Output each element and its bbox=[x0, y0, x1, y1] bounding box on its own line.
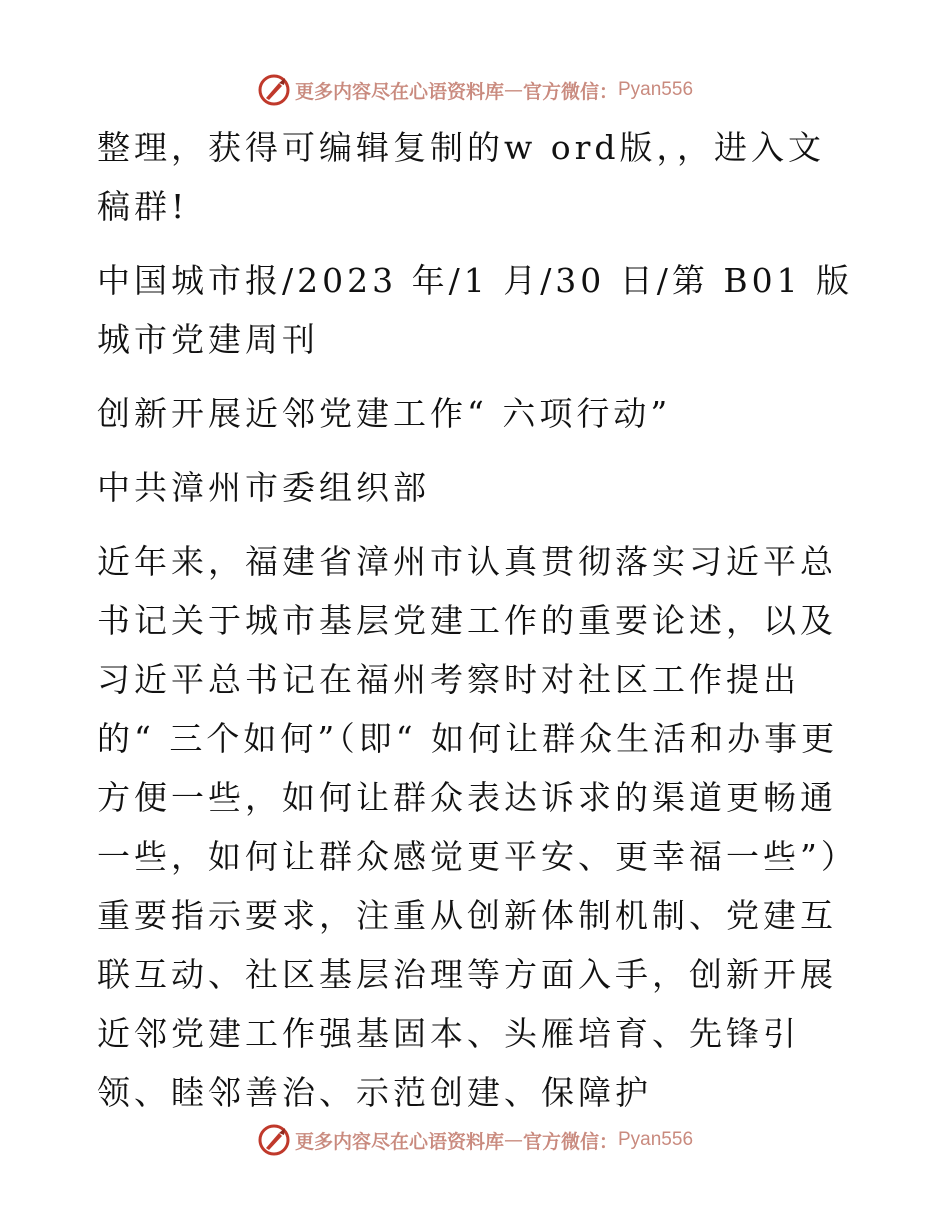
article-title: 创新开展近邻党建工作“ 六项行动” bbox=[97, 394, 672, 433]
watermark-contact-id: Pyan556 bbox=[618, 1129, 694, 1150]
quill-logo-icon bbox=[257, 73, 291, 107]
watermark-contact-label: 官方微信： bbox=[522, 80, 618, 103]
document-body bbox=[97, 118, 857, 1122]
header-watermark bbox=[0, 70, 950, 110]
body-paragraph: 近年来，福建省漳州市认真贯彻落实习近平总书记关于城市基层党建工作的重要论述，以及习近平总书记在福州考察时对社区工作提出的“ 三个如何”（即“ 如何让群众生活和办事更方便一些，如何让群众表达诉求的渠道更畅通一些，如何让群众感觉更平安、更幸福一些”）重要指示要求，注重从创新体制机制、党建互联互动、社区基层治理等方面入手，创新开展近邻党建工作强基固本、头雁培育、先锋引领、睦邻善治、示范创建、保障护 bbox=[97, 542, 842, 1112]
watermark-separator: — bbox=[503, 1129, 523, 1151]
watermark-contact-label: 官方微信： bbox=[522, 1130, 618, 1153]
watermark-separator: — bbox=[503, 79, 523, 101]
intro-note: 整理，获得可编辑复制的w ord版，，进入文稿群! bbox=[97, 128, 826, 226]
watermark-contact-id: Pyan556 bbox=[618, 79, 694, 100]
footer-watermark bbox=[0, 1120, 950, 1160]
source-line: 中国城市报/2023 年/1 月/30 日/第 B01 版城市党建周刊 bbox=[97, 261, 854, 359]
watermark-text: 更多内容尽在心语资料库 bbox=[294, 1130, 504, 1153]
article-author: 中共漳州市委组织部 bbox=[97, 468, 430, 507]
watermark-text: 更多内容尽在心语资料库 bbox=[294, 80, 504, 103]
quill-logo-icon bbox=[257, 1123, 291, 1157]
